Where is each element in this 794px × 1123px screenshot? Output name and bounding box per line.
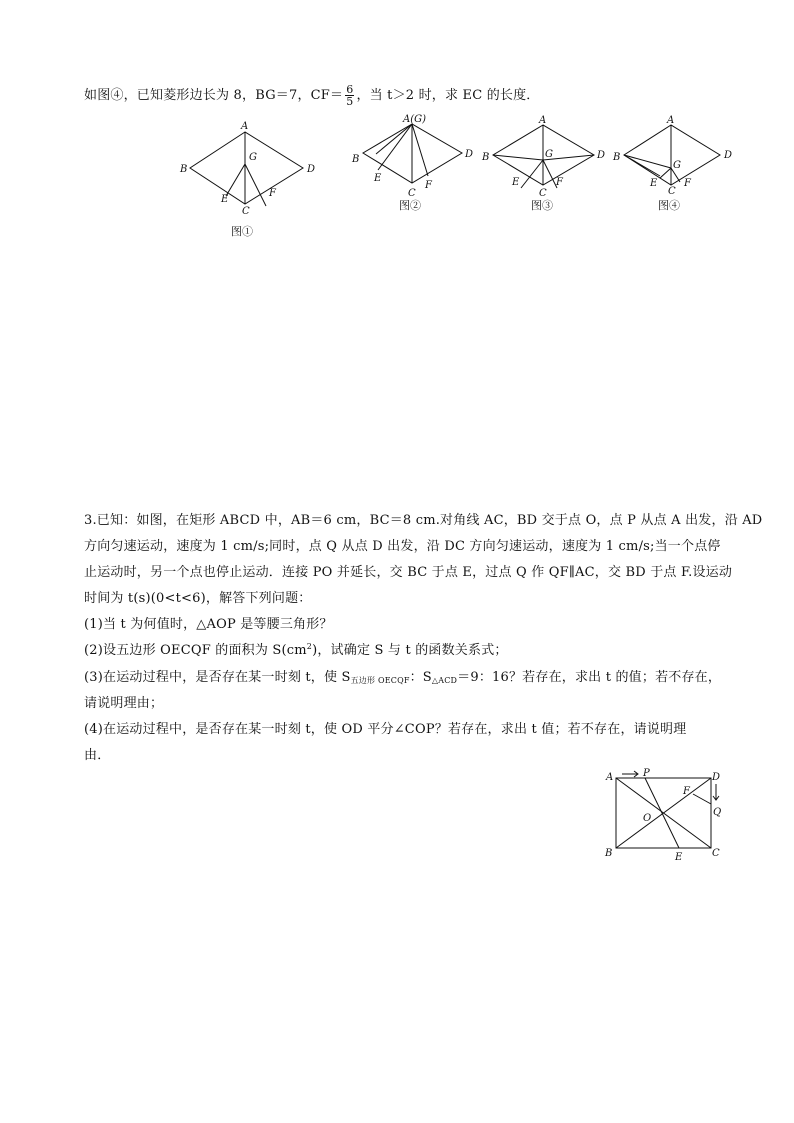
fig3-label-D: D (597, 150, 606, 161)
rectangle-figure (598, 766, 738, 866)
q3-text-pre: (3)在运动过程中，是否存在某一时刻 t，使 S (84, 670, 351, 685)
q3-text-post: ＝9：16？若存在，求出 t 的值；若不存在， (457, 670, 722, 685)
rect-label-B: B (605, 848, 613, 859)
question-3 (84, 666, 721, 686)
rhombus-figures (0, 112, 794, 242)
fig2-label-D: D (465, 149, 474, 160)
fig1-label-D: D (307, 164, 316, 175)
question-4-line2: 由． (84, 748, 111, 763)
fig4-label-F: F (684, 178, 691, 189)
fig3-caption: 图③ (531, 199, 553, 212)
fig4-label-G: G (673, 160, 681, 171)
q3-text-mid: ：S (409, 670, 432, 685)
fig2-label-F: F (425, 180, 432, 191)
question-3-line2: 请说明理由； (84, 696, 164, 711)
fig3-label-G: G (545, 149, 553, 160)
rect-label-Q: Q (713, 807, 722, 818)
q2-text-post: )，试确定 S 与 t 的函数关系式； (312, 643, 508, 658)
fig3-label-C: C (539, 188, 547, 199)
q3-subscript-triangle: △ACD (431, 676, 458, 685)
figure-1 (179, 121, 315, 238)
fig4-label-B: B (613, 152, 621, 163)
problem3-line1: 3.已知：如图，在矩形 ABCD 中，AB＝6 cm，BC＝8 cm.对角线 AC，BD 交于点 O，点 P 从点 A 出发，沿 AD (84, 513, 763, 528)
q2-superscript: 2 (306, 642, 313, 651)
fig1-label-B: B (180, 164, 188, 175)
cf-numerator: 6 (346, 83, 354, 96)
rect-label-P: P (643, 768, 650, 779)
problem3-line2: 方向匀速运动，速度为 1 cm/s;同时，点 Q 从点 D 出发，沿 DC 方向匀速运动，速度为 1 cm/s;当一个点停 (84, 539, 721, 554)
fig1-label-G: G (249, 152, 257, 163)
fig3-label-A: A (539, 115, 547, 126)
rect-label-C: C (712, 848, 720, 859)
problem2-intro (84, 84, 540, 107)
fig2-label-C: C (408, 188, 416, 199)
rect-label-A: A (606, 772, 614, 783)
q2-text-pre: (2)设五边形 OECQF 的面积为 S(cm (84, 643, 307, 658)
rect-label-D: D (712, 772, 721, 783)
rect-label-O: O (643, 813, 652, 824)
fig1-label-A: A (241, 121, 249, 132)
question-2 (84, 639, 508, 658)
fig2-caption: 图② (399, 199, 421, 212)
cf-fraction (345, 84, 354, 107)
q3-subscript-pentagon: 五边形 OECQF (350, 676, 410, 685)
question-1: (1)当 t 为何值时，△AOP 是等腰三角形？ (84, 617, 333, 632)
figure-2 (351, 114, 473, 212)
fig4-label-C: C (668, 186, 676, 197)
fig3-label-E: E (512, 177, 520, 188)
rect-label-E: E (675, 852, 683, 863)
fig4-label-A: A (667, 115, 675, 126)
fig4-caption: 图④ (658, 199, 680, 212)
fig1-label-E: E (221, 194, 229, 205)
rect-label-F: F (683, 786, 690, 797)
fig3-label-B: B (482, 152, 490, 163)
figure-3 (481, 115, 605, 212)
figure-4 (612, 115, 732, 212)
fig2-label-E: E (374, 173, 382, 184)
intro-text-pre: 如图④，已知菱形边长为 8，BG＝7，CF＝ (84, 88, 344, 103)
problem3-line4: 时间为 t(s)(0<t<6)，解答下列问题： (84, 591, 312, 606)
cf-denominator: 5 (346, 95, 354, 108)
fig2-label-A: A(G) (403, 114, 427, 125)
fig1-caption: 图① (231, 225, 253, 238)
fig1-label-C: C (242, 206, 250, 217)
fig4-label-E: E (650, 178, 658, 189)
fig4-label-D: D (724, 150, 733, 161)
question-4: (4)在运动过程中，是否存在某一时刻 t，使 OD 平分∠COP？若存在，求出 t 值；若不存在，请说明理 (84, 722, 687, 737)
problem3-line3: 止运动时，另一个点也停止运动．连接 PO 并延长，交 BC 于点 E，过点 Q 作 QF∥AC，交 BD 于点 F.设运动 (84, 565, 733, 580)
fig3-label-F: F (556, 177, 563, 188)
intro-text-post: ，当 t＞2 时，求 EC 的长度． (356, 88, 540, 103)
fig2-label-B: B (352, 154, 360, 165)
fig1-label-F: F (269, 188, 276, 199)
